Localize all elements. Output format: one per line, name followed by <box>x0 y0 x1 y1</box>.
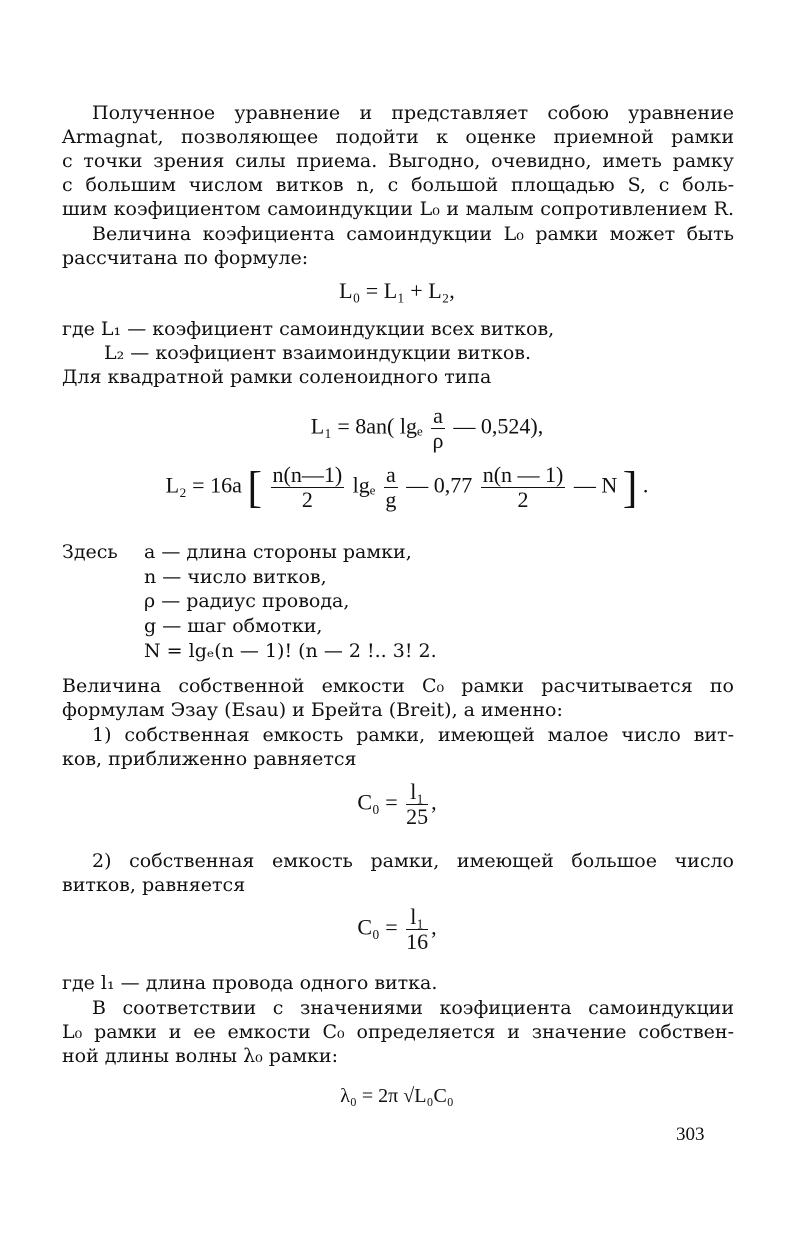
numerator: l₁ <box>406 905 428 930</box>
numerator: l₁ <box>406 780 428 805</box>
text-line: Величина коэфициента самоиндукции L₀ рамки может быть <box>92 223 734 245</box>
formula-part: L₁ = 8an( <box>310 413 395 439</box>
formula-part: , <box>431 789 437 815</box>
fraction <box>271 463 345 512</box>
numerator: n(n — 1) <box>482 462 564 487</box>
bracket: [ <box>247 463 263 512</box>
text-line: где L₁ — коэфициент самоиндукции всех витков, <box>62 318 555 340</box>
formula-c0-small <box>0 780 794 829</box>
definition-item: ρ — радиус провода, <box>144 590 350 612</box>
fraction <box>431 404 445 453</box>
text-line: Для квадратной рамки соленоидного типа <box>62 366 492 388</box>
formula-lambda: λ₀ = 2π √L₀C₀ <box>340 1085 454 1107</box>
fraction <box>481 463 566 512</box>
formula-part: L₂ = 16a <box>165 472 242 498</box>
text-line: шим коэфициентом самоиндукции L₀ и малым сопротивлением R. <box>62 198 734 220</box>
definition-item: N = lgₑ(n — 1)! (n — 2 !.. 3! 2. <box>144 640 437 662</box>
text-line: ков, приближенно равняется <box>62 748 357 770</box>
formula-part: C₀ = <box>357 914 398 940</box>
denominator: 2 <box>517 487 529 512</box>
definition-item: g — шаг обмотки, <box>144 615 323 637</box>
text-line: L₀ рамки и ее емкости C₀ определяется и значение собствен- <box>62 1021 734 1043</box>
text-line: витков, равняется <box>62 874 246 896</box>
fraction <box>406 780 428 829</box>
text-line: В соответствии с значениями коэфициента самоиндукции <box>92 997 734 1019</box>
text-line: с большим числом витков n, с большой площадью S, с боль- <box>62 174 734 196</box>
numerator: n(n—1) <box>272 462 343 487</box>
formula-part: . <box>642 472 649 498</box>
text-line: Величина собственной емкости C₀ рамки расчитывается по <box>62 675 734 697</box>
text-line: с точки зрения силы приема. Выгодно, очевидно, иметь рамку <box>62 150 734 172</box>
page-number: 303 <box>676 1124 705 1145</box>
text-line: 2) собственная емкость рамки, имеющей большое число <box>92 850 734 872</box>
text-line: Armagnat, позволяющее подойти к оценке приемной рамки <box>62 126 734 148</box>
formula-part: C₀ = <box>357 789 398 815</box>
definition-item: a — длина стороны рамки, <box>144 541 412 563</box>
formula-part: lgₑ <box>352 472 376 498</box>
formula-part: — N <box>573 472 618 498</box>
formula-part: — 0,77 <box>406 472 473 498</box>
fraction <box>384 463 398 512</box>
bracket: ] <box>622 463 638 512</box>
denominator: 2 <box>301 487 313 512</box>
formula-part: , <box>431 914 437 940</box>
text-line: формулам Эзау (Esau) и Брейта (Breit), а именно: <box>62 699 563 721</box>
formula-l1 <box>30 404 794 453</box>
formula-part: — 0,524), <box>453 413 544 439</box>
fraction <box>406 905 428 954</box>
numerator: a <box>385 462 396 487</box>
text-line: ной длины волны λ₀ рамки: <box>62 1045 339 1067</box>
formula-c0-large <box>0 905 794 954</box>
text-line: Полученное уравнение и представляет собою уравнение <box>92 102 734 124</box>
denominator: ρ <box>432 428 444 453</box>
denominator: g <box>385 487 397 512</box>
definition-item: n — число витков, <box>144 566 327 588</box>
denominator: 16 <box>406 929 429 954</box>
numerator: a <box>433 403 443 428</box>
definitions-intro: Здесь <box>62 541 118 563</box>
formula-part: lgₑ <box>399 413 423 439</box>
denominator: 25 <box>406 804 429 829</box>
formula-l2 <box>10 462 794 513</box>
text-line: 1) собственная емкость рамки, имеющей малое число вит- <box>92 724 734 746</box>
text-line: рассчитана по формуле: <box>62 247 309 269</box>
text-line: где l₁ — длина провода одного витка. <box>62 972 438 994</box>
formula-l0: L₀ = L₁ + L₂, <box>339 278 455 303</box>
text-line: L₂ — коэфициент взаимоиндукции витков. <box>104 342 531 364</box>
